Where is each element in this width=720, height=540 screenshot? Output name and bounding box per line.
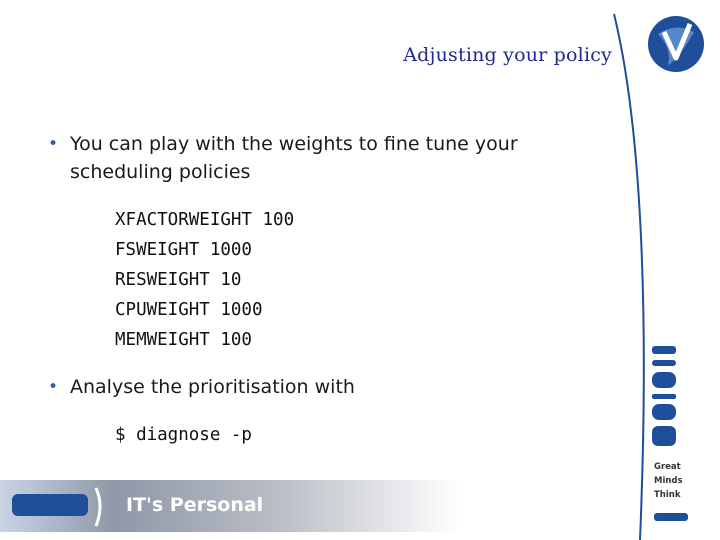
code-line: XFACTORWEIGHT 100 (115, 210, 295, 230)
tagline-line: Minds (654, 476, 683, 486)
slide-title: Adjusting your policy (403, 44, 612, 66)
bullet-text: Analyse the prioritisation with (70, 376, 355, 398)
weights-code-block (115, 205, 294, 355)
bullet-dot-icon: • (48, 377, 59, 397)
command-code-block (115, 420, 252, 450)
code-line: $ diagnose -p (115, 425, 252, 445)
bullet-dot-icon: • (48, 134, 59, 154)
tagline-line: Great (654, 462, 681, 472)
code-line: MEMWEIGHT 100 (115, 330, 252, 350)
code-line: CPUWEIGHT 1000 (115, 300, 263, 320)
banner-personal: Personal (169, 494, 264, 516)
viglen-small-logo-icon (654, 510, 690, 524)
code-line: RESWEIGHT 10 (115, 270, 242, 290)
tagline-line: Think (654, 490, 681, 500)
code-line: FSWEIGHT 1000 (115, 240, 252, 260)
banner-slogan (126, 494, 263, 516)
bullet-text: You can play with the weights to fine tune your scheduling policies (70, 133, 518, 183)
viglen-vertical-logo-icon (650, 342, 680, 452)
banner-its: IT's (126, 494, 164, 516)
brand-tagline (654, 460, 683, 502)
vigen-globe-logo-icon (646, 14, 706, 74)
